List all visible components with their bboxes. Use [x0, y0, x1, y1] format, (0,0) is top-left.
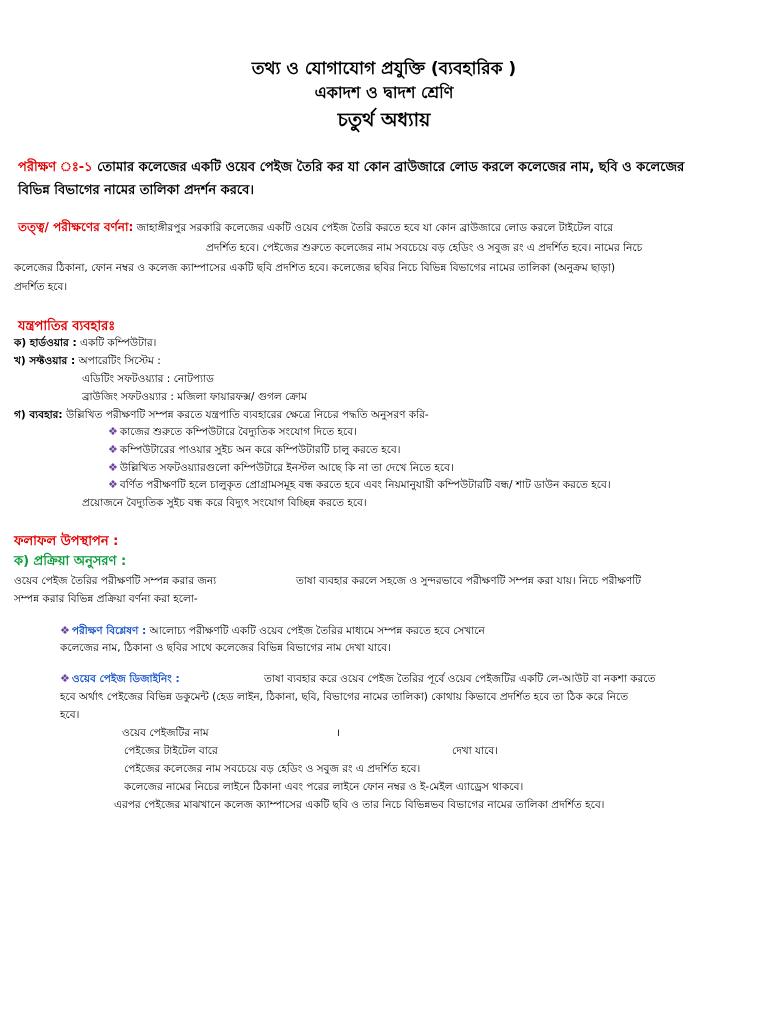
- results-heading: ফলাফল উপস্থাপন :: [14, 534, 119, 549]
- bullet-text: কম্পিউটারের পাওয়ার সুইচ অন করে কম্পিউটারটি চালু করতে হবে।: [119, 444, 401, 456]
- theory-line-2: প্রদর্শিত হবে। পেইজের শুরুতে কলেজের নাম সবচেয়ে বড় হেডিং ও সবুজ রং এ প্রদর্শিত হবে। নামের নিচে: [206, 242, 643, 254]
- equipment-heading: যন্ত্রপাতির ব্যবহারঃ: [18, 319, 116, 334]
- layout-item-2a: পেইজের টাইটেল বারে: [124, 745, 218, 757]
- software-value: অপারেটিং সিস্টেম :: [75, 355, 161, 367]
- equipment-closing: প্রয়োজনে বৈদ্যুতিক সুইচ বন্ধ করে বিদ্যুৎ সংযোগ বিচ্ছিন্ন করতে হবে।: [82, 497, 367, 509]
- title-line-1: তথ্য ও যোগাযোগ প্রযুক্তি (ব্যবহারিক ): [251, 59, 517, 79]
- usage-value: উল্লিখিত পরীক্ষণটি সম্পন্ন করতে যন্ত্রপাতি ব্যবহারের ক্ষেত্রে নিচের পদ্ধতি অনুসরণ করি-: [62, 409, 429, 421]
- analysis-label: পরীক্ষণ বিশ্লেষণ :: [71, 625, 147, 637]
- software-line: [14, 354, 161, 371]
- layout-item-4: কলেজের নামের নিচের লাইনে ঠিকানা এবং পরের লাইনে ফোন নম্বর ও ই-মেইল এ্যাড্রেস থাকবে।: [124, 781, 524, 793]
- diamond-bullet-icon: ❖: [60, 624, 70, 637]
- layout-item-1: ওয়েব পেইজটির নাম: [122, 727, 209, 739]
- design-label: ওয়েব পেইজ ডিজাইনিং :: [71, 673, 180, 685]
- theory-label: তত্ত্ব/ পরীক্ষণের বর্ণনা:: [18, 220, 134, 234]
- experiment-line-1: [18, 158, 684, 179]
- analysis-line-1: [60, 624, 485, 641]
- diamond-bullet-icon: ❖: [108, 461, 118, 474]
- layout-item-1-end: ।: [336, 727, 340, 739]
- layout-item-2b: দেখা যাবে।: [452, 745, 498, 757]
- experiment-label: পরীক্ষণ ঃ-১: [18, 160, 93, 175]
- layout-item-3: পেইজের কলেজের নাম সবচেয়ে বড় হেডিং ও সবুজ রং এ প্রদর্শিত হবে।: [124, 763, 421, 775]
- title-line-3: চতুর্থ অধ্যায়: [337, 109, 431, 131]
- experiment-line-2: বিভিন্ন বিভাগের নামের তালিকা প্রদর্শন করবে।: [18, 183, 254, 198]
- equipment-bullet-3: [108, 461, 454, 478]
- hardware-line: [14, 336, 156, 353]
- bullet-text: কাজের শুরুতে কম্পিউটারে বৈদ্যুতিক সংযোগ দিতে হবে।: [119, 426, 357, 438]
- layout-item-5: এরপর পেইজের মাঝখানে কলেজ ক্যাম্পাসের একটি ছবি ও তার নিচে বিভিন্নভব বিভাগের নামের তালিকা প্রদর্শিত হবে।: [114, 799, 605, 811]
- diamond-bullet-icon: ❖: [108, 478, 118, 491]
- process-subheading: ক) প্রক্রিয়া অনুসরণ :: [14, 554, 127, 569]
- diamond-bullet-icon: ❖: [108, 425, 118, 438]
- hardware-value: একটি কম্পিউটার।: [76, 337, 157, 349]
- theory-line-4: প্রদর্শিত হবে।: [14, 281, 68, 293]
- equipment-bullet-2: [108, 443, 401, 460]
- diamond-bullet-icon: ❖: [108, 443, 118, 456]
- theory-text-1: জাহাঙ্গীরপুর সরকারি কলেজের একটি ওয়েব পেইজ তৈরি করতে হবে যা কোন ব্রাউজারে লোড করলে টাইটেল বারে: [133, 222, 613, 234]
- design-line-2: হবে অর্থাৎ পেইজের বিভিন্ন ডকুমেন্ট (হেড লাইন, ঠিকানা, ছবি, বিভাগের নামের তালিকা) কোথায় কিভাবে প্রদর্শিত হবে তা ঠিক করে নিতে: [60, 691, 629, 703]
- process-intro-1a: ওয়েব পেইজ তৈরির পরীক্ষণটি সম্পন্ন করার জন্য: [14, 575, 217, 587]
- equipment-bullet-4: [108, 478, 611, 495]
- design-line-1b: তাষা ব্যবহার করে ওয়েব পেইজ তৈরির পূর্বে ওয়েব পেইজটির একটি লে-আউট বা নকশা করতে: [264, 673, 656, 685]
- hardware-label: ক) হার্ডওয়ার :: [14, 337, 77, 349]
- design-line-3: হবে।: [60, 709, 80, 721]
- experiment-text-1: তোমার কলেজের একটি ওয়েব পেইজ তৈরি কর যা কোন ব্রাউজারে লোড করলে কলেজের নাম, ছবি ও কলেজের: [92, 160, 685, 175]
- bullet-text: উল্লিখিত সফটওয়্যারগুলো কম্পিউটারে ইনস্টল আছে কি না তা দেখে নিতে হবে।: [119, 462, 454, 474]
- diamond-bullet-icon: ❖: [60, 672, 70, 685]
- analysis-text-1: আলোচ্য পরীক্ষণটি একটি ওয়েব পেইজ তৈরির মাধ্যমে সম্পন্ন করতে হবে সেখানে: [146, 625, 485, 637]
- theory-line-1: [18, 219, 613, 239]
- theory-line-3: কলেজের ঠিকানা, ফোন নম্বর ও কলেজ ক্যাম্পাসের একটি ছবি প্রদশিত হবে। কলেজের ছবির নিচে বিভিন্ন বিভাগের নামের তালিকা (অনুক্রম ছাড়া): [14, 262, 616, 274]
- equipment-bullet-1: [108, 425, 357, 442]
- usage-label: গ) ব্যবহার:: [14, 409, 63, 421]
- software-editing: এডিটিং সফটওয়্যার : নোটপ্যাড: [82, 373, 214, 385]
- usage-line: [14, 408, 429, 425]
- title-line-2: একাদশ ও দ্বাদশ শ্রেণি: [314, 83, 454, 102]
- software-browsing: ব্রাউজিং সফটওয়্যার : মজিলা ফায়ারফক্স/ গুগল ক্রোম: [82, 391, 307, 403]
- process-intro-1b: তাষা ব্যবহার করলে সহজে ও সুন্দরভাবে পরীক্ষণটি সম্পন্ন করা যায়। নিচে পরীক্ষণটি: [296, 575, 641, 587]
- software-label: খ) সফ্টওয়ার :: [14, 355, 76, 367]
- analysis-line-2: কলেজের নাম, ঠিকানা ও ছবির সাথে কলেজের বিভিন্ন বিভাগের নাম দেখা যাবে।: [60, 642, 391, 654]
- bullet-text: বর্ণিত পরীক্ষণটি হলে চালুকৃত প্রোগ্রামসমূহ বন্ধ করতে হবে এবং নিয়মানুযায়ী কম্পিউটারটি বন্ধ/ শাট ডাউন করতে হবে।: [119, 479, 611, 491]
- process-intro-2: সম্পন্ন করার বিভিন্ন প্রক্রিয়া বর্ণনা করা হলো-: [14, 593, 198, 605]
- design-line-1a: [60, 672, 180, 689]
